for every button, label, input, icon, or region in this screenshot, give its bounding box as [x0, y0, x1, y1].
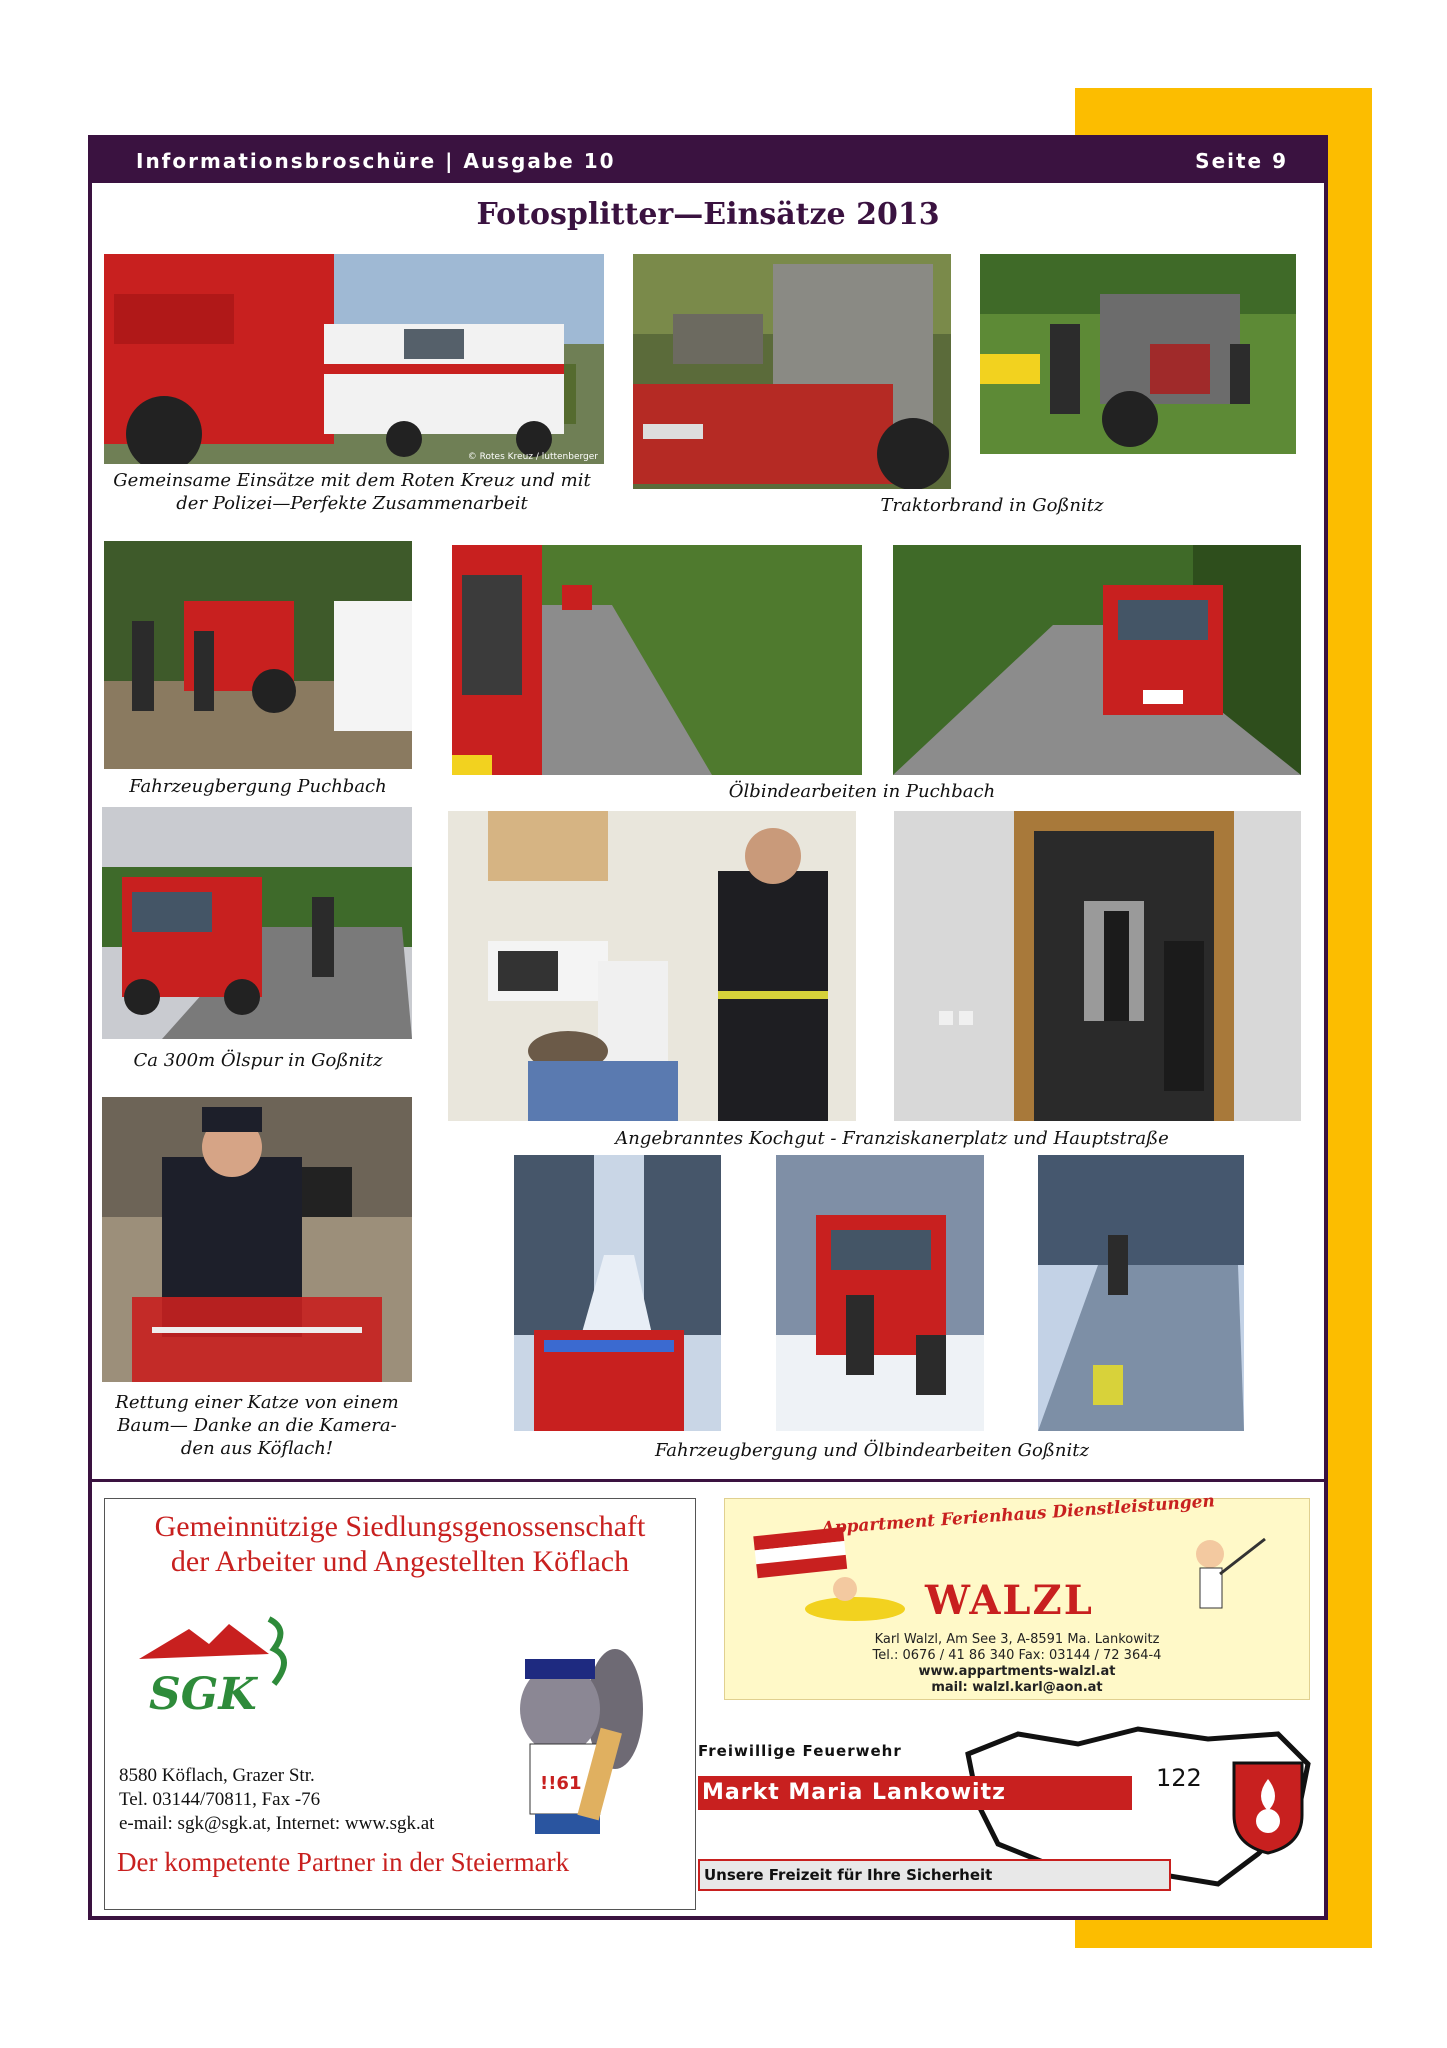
ff-line1: Freiwillige Feuerwehr — [698, 1742, 902, 1760]
sgk-address — [119, 1764, 434, 1836]
page-header — [92, 139, 1324, 183]
ff-line2: Markt Maria Lankowitz — [698, 1776, 1132, 1810]
caption-vehicle-recovery-puchbach: Fahrzeugbergung Puchbach — [129, 776, 387, 797]
photo-oil-trail-gossnitz — [102, 807, 412, 1039]
sgk-address-line1: 8580 Köflach, Grazer Str. — [119, 1765, 315, 1786]
photo-snow-recovery-2 — [776, 1155, 984, 1431]
walzl-advertisement — [724, 1491, 1310, 1700]
caption-tractor-fire: Traktorbrand in Goßnitz — [880, 495, 1104, 516]
sgk-address-line3: e-mail: sgk@sgk.at, Internet: www.sgk.at — [119, 1813, 435, 1834]
page-number: Seite 9 — [1195, 149, 1288, 173]
photo-snow-recovery-1 — [514, 1155, 721, 1431]
walzl-heading: Appartment Ferienhaus Dienstleistungen — [820, 1491, 1216, 1539]
caption-cat-rescue — [102, 1391, 412, 1460]
photo-snow-oil-binding — [1038, 1155, 1244, 1431]
caption-snow-recovery: Fahrzeugbergung und Ölbindearbeiten Goßnitz — [655, 1440, 1089, 1461]
walzl-address: Karl Walzl, Am See 3, A-8591 Ma. Lankowitz — [874, 1632, 1160, 1647]
photo-tractor-fire-1 — [633, 254, 951, 489]
photo-oil-binding-puchbach-1 — [452, 545, 862, 775]
fire-brigade-crest-icon — [1230, 1759, 1306, 1855]
caption-cat-rescue-line1: Rettung einer Katze von einem — [115, 1392, 399, 1413]
photo-corridor-hauptstrasse — [894, 811, 1301, 1121]
golfer-icon — [1155, 1534, 1275, 1624]
svg-text:SGK: SGK — [149, 1669, 257, 1720]
photo-tractor-fire-2 — [980, 254, 1296, 454]
photo-oil-binding-puchbach-2 — [893, 545, 1301, 775]
photo-red-cross-ambulance — [104, 254, 604, 464]
fire-brigade-logo — [698, 1724, 1318, 1899]
photo-burnt-food-kitchen — [448, 811, 856, 1121]
walzl-name: WALZL — [925, 1577, 1094, 1624]
section-divider — [92, 1479, 1324, 1482]
walzl-phone: Tel.: 0676 / 41 86 340 Fax: 03144 / 72 364-4 — [872, 1648, 1162, 1663]
caption-burnt-food: Angebranntes Kochgut - Franziskanerplatz und Hauptstraße — [615, 1128, 1169, 1149]
ff-line3: Unsere Freizeit für Ihre Sicherheit — [698, 1859, 1171, 1891]
caption-oil-trail-gossnitz: Ca 300m Ölspur in Goßnitz — [133, 1050, 383, 1071]
sgk-logo-icon — [119, 1599, 299, 1729]
walzl-contact — [725, 1632, 1309, 1696]
caption-oil-binding-puchbach: Ölbindearbeiten in Puchbach — [728, 781, 996, 802]
brochure-page — [88, 135, 1328, 1920]
sgk-title-line2: der Arbeiter und Angestellten Köflach — [170, 1545, 630, 1578]
photo-cat-rescue — [102, 1097, 412, 1382]
sgk-slogan: Der kompetente Partner in der Steiermark — [117, 1847, 570, 1877]
photo-vehicle-recovery-puchbach — [104, 541, 412, 769]
svg-text:!!61: !!61 — [540, 1773, 582, 1794]
sgk-title-line1: Gemeinnützige Siedlungsgenossenschaft — [154, 1510, 646, 1543]
squirrel-mascot-icon — [495, 1639, 645, 1839]
walzl-email: mail: walzl.karl@aon.at — [931, 1680, 1103, 1695]
sgk-advertisement — [104, 1498, 696, 1910]
photo-credit: © Rotes Kreuz / luttenberger — [467, 452, 598, 462]
sgk-title — [105, 1509, 695, 1579]
caption-cat-rescue-line3: den aus Köflach! — [180, 1438, 334, 1459]
sgk-address-line2: Tel. 03144/70811, Fax -76 — [119, 1789, 321, 1810]
publication-title: Informationsbroschüre | Ausgabe 10 — [136, 149, 616, 173]
caption-cat-rescue-line2: Baum— Danke an die Kamera- — [117, 1415, 397, 1436]
ff-number: 122 — [1156, 1764, 1202, 1792]
caption-joint-operations: Gemeinsame Einsätze mit dem Roten Kreuz und mit der Polizei—Perfekte Zusammenarbeit — [113, 470, 591, 514]
page-title: Fotosplitter—Einsätze 2013 — [476, 197, 940, 232]
walzl-website: www.appartments-walzl.at — [918, 1664, 1116, 1679]
